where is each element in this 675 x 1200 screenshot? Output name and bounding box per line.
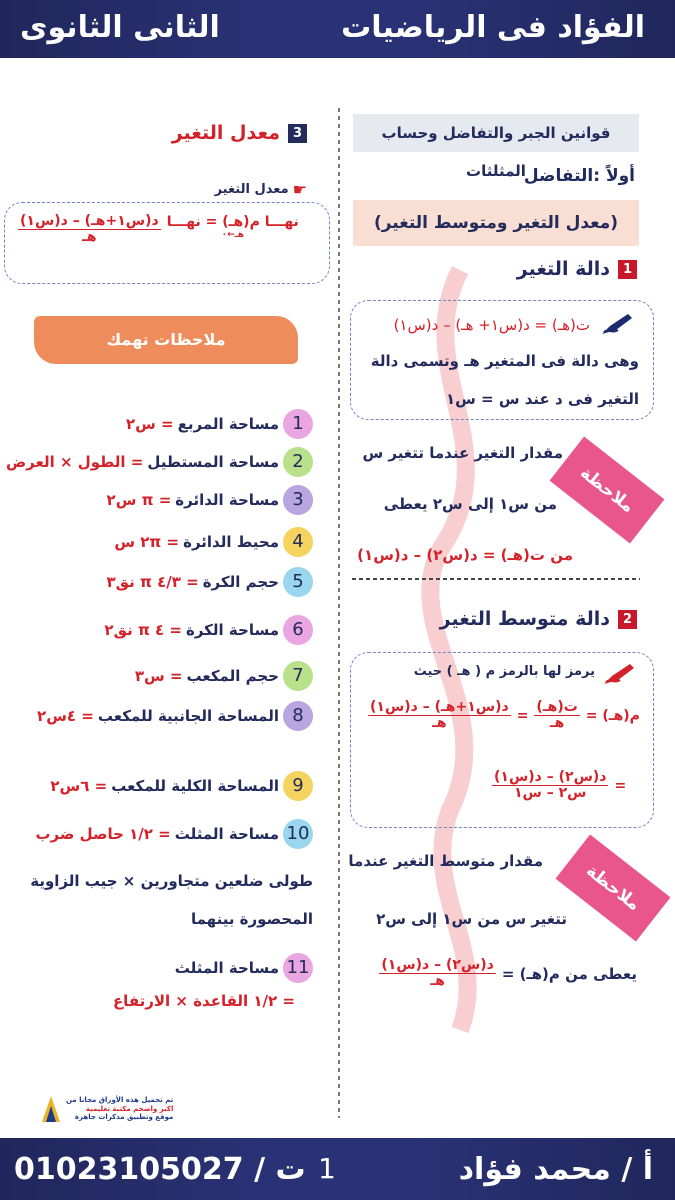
list-item [126,408,313,440]
box1-line2: وهى دالة فى المتغير هـ وتسمى دالة [370,352,639,370]
numerator: د(س١+هـ) – د(س١) [20,213,159,229]
denominator: هـ [82,229,97,246]
rate-limit [167,214,299,240]
rate-label-row [215,180,307,199]
section-2-heading [440,608,637,630]
phone-number: ت / 01023105027 [14,1152,306,1187]
item-number: 2 [283,447,313,477]
item-label: المساحة الجانبية للمكعب [97,707,279,725]
pointing-hand-icon: ☛ [292,180,307,199]
rate-formula [18,214,299,246]
item-label: حجم المكعب [186,667,279,685]
fraction [18,214,161,246]
numerator: د(س٢) – د(س١) [381,957,494,973]
header-grade: الثانى الثانوى [20,10,220,45]
section-number: 1 [618,260,637,279]
item10-line3: المحصورة بينهما [190,910,313,928]
logo-line: موقع وتطبيق مذكرات جاهزة [74,1113,174,1122]
note2-line3 [379,958,637,990]
section-divider [352,578,640,580]
list-item [171,952,313,984]
logo-line: اكبر واضخم مكتبة تعليمية [85,1104,174,1113]
denominator: هـ [432,715,447,732]
item-formula: = ٦س٢ [50,777,108,795]
item-formula: = π س٢ [106,491,172,509]
section-number: 2 [618,610,637,629]
list-item [106,566,313,598]
item-number: 3 [283,485,313,515]
item-number: 8 [283,701,313,731]
list-item [114,526,313,558]
item-formula: = ٤ π نق٢ [104,621,182,639]
note2-line1: مقدار متوسط التغير عندما [348,852,543,870]
item-number: 7 [283,661,313,691]
list-item [50,770,313,802]
fraction [492,770,608,802]
pen-icon [602,662,636,686]
note2-label: يعطى من م(هـ) = [501,964,637,983]
note-tag: ملاحظة [550,437,665,544]
limit-subscript: هـ←٠ [221,230,244,240]
item-formula: = س٣ [134,667,183,685]
item-number: 9 [283,771,313,801]
header-title: الفؤاد فى الرياضيات [341,10,645,45]
fraction [368,700,511,732]
column-divider [338,108,340,1118]
logo-line: تم تحميل هذه الأوراق مجانا من [66,1095,174,1104]
section-title: معدل التغير [171,122,280,144]
list-item [104,614,313,646]
section-1-heading [517,258,637,280]
item10-line2: طولى ضلعين متجاورين × جيب الزاوية [30,872,313,890]
publisher-logo [40,1094,173,1124]
section-title: دالة التغير [516,258,610,280]
average-formula-1: م(هـ) = $\frac{\text{ت(هـ)}}{\text{هـ}}$ = $\frac{\text{د(س١+هـ) – د(س١)}}{\text{هـ}}$ [370,699,640,732]
denominator: هـ [549,715,565,732]
box1-line3: التغير فى د عند س = س١ [445,390,639,408]
numerator: د(س٢) – د(س١) [494,769,607,785]
item-formula: = ٤س٢ [37,707,94,725]
item-formula: = س٢ [125,415,174,433]
laws-banner: قوانين الجبر والتفاضل وحساب المثلثات [353,114,639,152]
denominator: س٢ – س١ [513,785,587,802]
section-3-heading [172,122,307,144]
notes-banner: ملاحظات تهمك [34,316,298,364]
avg-lhs: م(هـ) = [585,707,640,724]
item-formula: = ٤/٣ π نق٣ [106,573,199,591]
page-number: 1 [318,1152,336,1185]
note2-line2: تتغير س من س١ إلى س٢ [376,910,567,928]
item-number: 4 [283,527,313,557]
list-item [35,818,313,850]
note1-line3: من ت(هـ) = د(س٢) – د(س١) [357,546,573,564]
numerator: ت(هـ) [536,699,578,715]
item-label: مساحة المربع [177,415,279,433]
box2-line1: يرمز لها بالرمز م ( هـ ) حيث [413,664,595,679]
item-number: 6 [283,615,313,645]
list-item [37,700,313,732]
rate-banner: (معدل التغير ومتوسط التغير) [353,200,639,246]
list-item [6,446,313,478]
note-tag: ملاحظة [556,835,671,942]
header-bar [0,0,675,58]
fraction [379,958,495,990]
pen-icon [600,312,634,336]
item-label: مساحة المثلث [174,825,279,843]
item-label: مساحة الدائرة [175,491,279,509]
item-number: 10 [283,819,313,849]
item-label: مساحة الكرة [186,621,279,639]
section-number: 3 [288,124,307,143]
denominator: هـ [430,973,445,990]
numerator: د(س١+هـ) – د(س١) [370,699,509,715]
fraction [534,700,579,732]
section-title: دالة متوسط التغير [439,608,610,630]
item-formula: = ٢π س [114,533,180,551]
item-number: 11 [283,953,313,983]
logo-mark-icon [40,1094,62,1124]
note1-line2: من س١ إلى س٢ يعطى [383,495,557,513]
item-label: حجم الكرة [202,573,279,591]
rate-formula-lhs: نهـــا م(هـ) = نهـــا [166,214,299,230]
first-heading: أولاً :التفاضل [523,166,635,186]
item-formula: = الطول × العرض [5,453,144,471]
footer-bar [0,1138,675,1200]
item-formula: = ١/٢ حاصل ضرب [35,825,171,843]
item-label: مساحة المستطيل [147,453,279,471]
item-label: مساحة المثلث [174,959,279,977]
item-number: 5 [283,567,313,597]
change-formula: ت(هـ) = د(س١+ هـ) – د(س١) [393,316,590,334]
list-item [135,660,313,692]
item11-formula: = ١/٢ القاعدة × الارتفاع [112,992,295,1010]
logo-text [66,1096,173,1122]
average-formula-2: = $\frac{\text{د(س٢) – د(س١)}}{\text{س٢ – س١}}$ [494,769,627,802]
item-label: المساحة الكلية للمكعب [111,777,279,795]
author-name: أ / محمد فؤاد [458,1152,653,1187]
item-number: 1 [283,409,313,439]
note1-line1: مقدار التغير عندما تتغير س [362,444,563,462]
rate-label: معدل التغير [214,182,289,197]
list-item [107,484,313,516]
item-label: محيط الدائرة [183,533,279,551]
